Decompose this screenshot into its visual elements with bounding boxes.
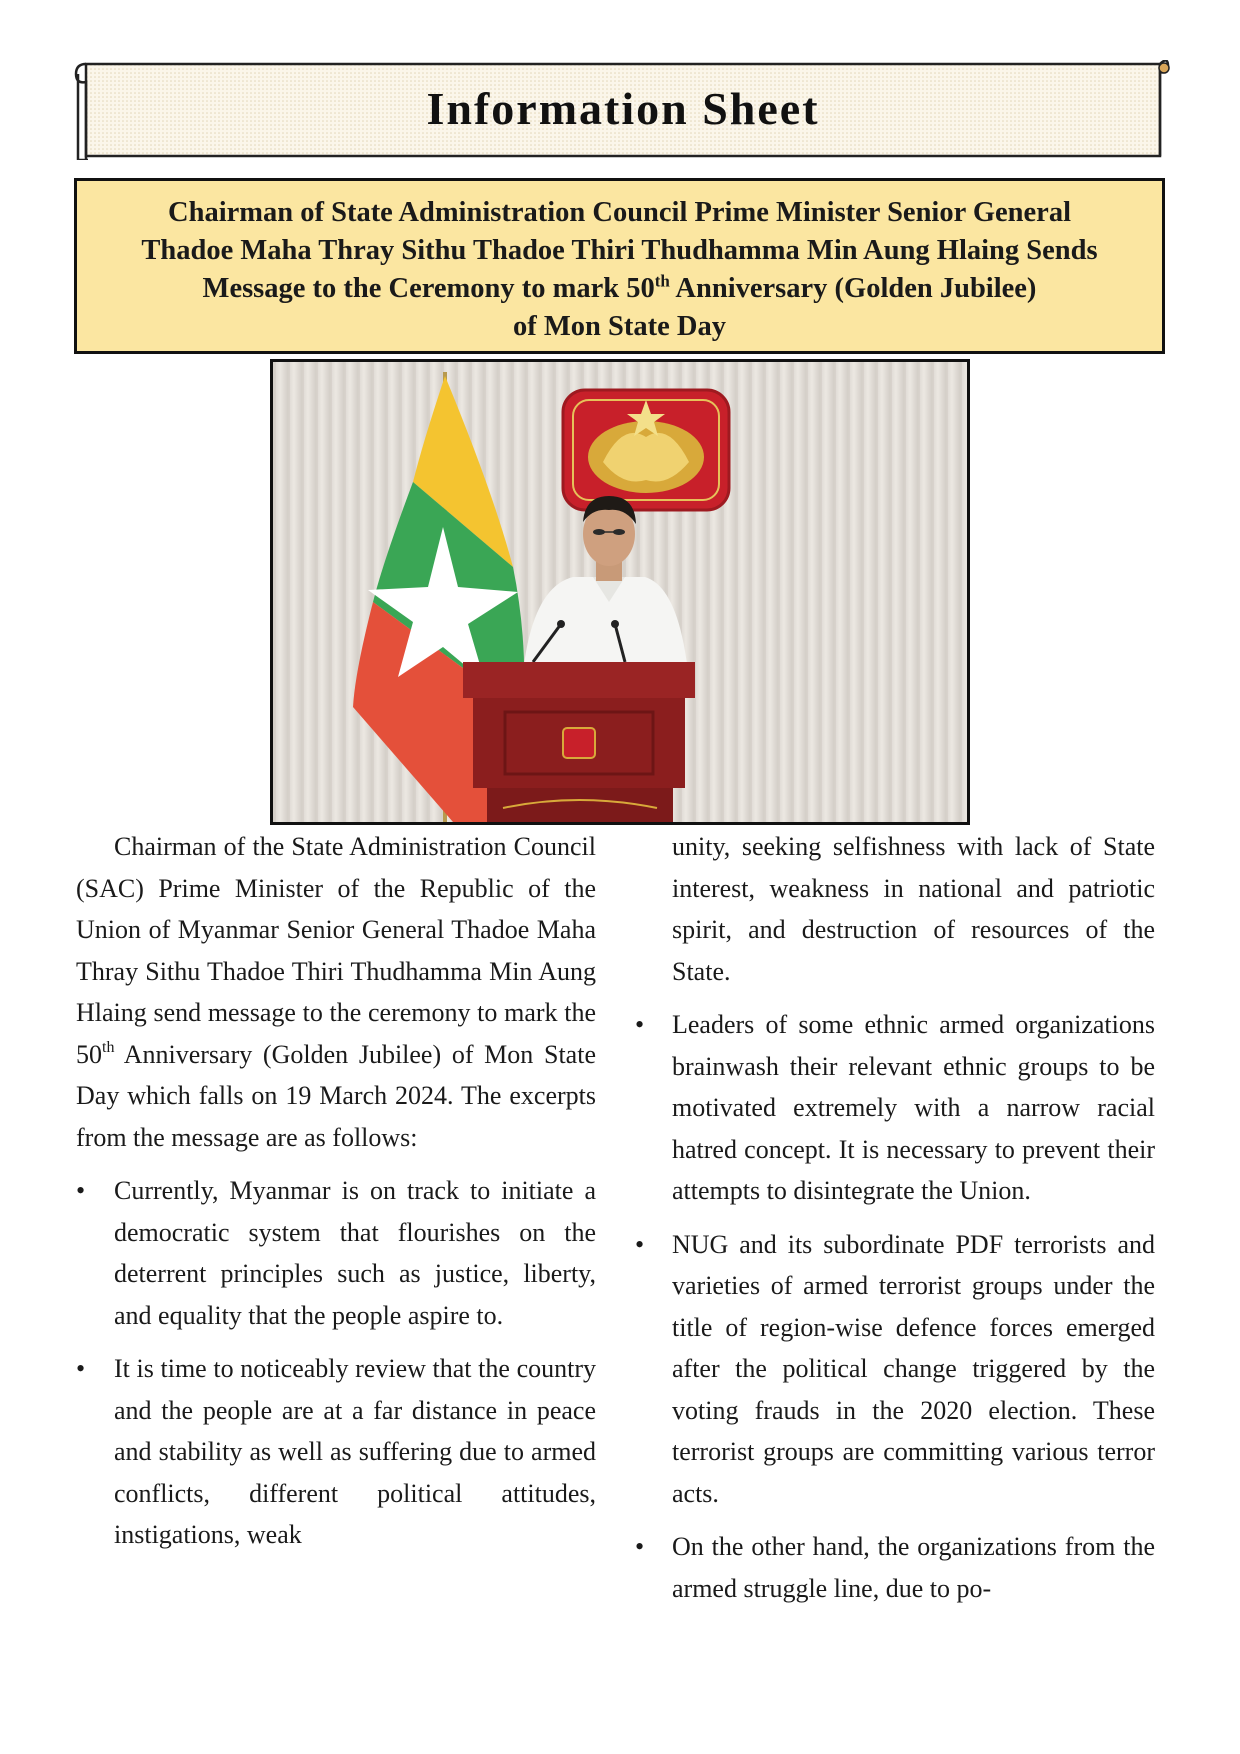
headline-line-2: Thadoe Maha Thray Sithu Thadoe Thiri Thudhamma Min Aung Hlaing Sends [141,235,1098,266]
headline-line-3: Message to the Ceremony to mark 50th Anniversary (Golden Jubilee) [202,271,1037,304]
title-banner [74,60,1172,160]
headline-box [74,178,1165,354]
right-column [635,826,1155,1609]
list-item: • Leaders of some ethnic armed organizations brainwash their relevant ethnic groups to be motivated extremely with a narrow racial hatred concept. It is necessary to prevent their attempts to disintegrate the Union. [635,1004,1155,1212]
list-item: • Currently, Myanmar is on track to initiate a democratic system that flourishes on the deterrent principles such as justice, liberty, and equality that the people aspire to. [76,1170,596,1336]
left-bullet-list [76,1170,596,1556]
right-bullet-list [635,1004,1155,1609]
page-title: Information Sheet [426,83,820,134]
left-column [76,826,596,1556]
emblem-graphic [563,390,729,510]
continued-paragraph: unity, seeking selfishness with lack of State interest, weakness in national and patriotic spirit, and destruction of resources of the State. [672,832,1155,986]
podium-graphic [463,662,695,822]
headline-line-4: of Mon State Day [513,311,726,342]
list-item: • It is time to noticeably review that the country and the people are at a far distance in peace and stability as well as suffering due to armed conflicts, different political attitudes, instigations, weak [76,1348,596,1556]
headline-line-1: Chairman of State Administration Council Prime Minister Senior General [168,197,1071,228]
list-item: • On the other hand, the organizations from the armed struggle line, due to po- [635,1526,1155,1609]
intro-paragraph: Chairman of the State Administration Council (SAC) Prime Minister of the Republic of the Union of Myanmar Senior General Thadoe Maha Thray Sithu Thadoe Thiri Thudhamma Min Aung Hlaing send message to the ceremony to mark the 50th Anniversary (Golden Jubilee) of Mon State Day which falls on 19 March 2024. The excerpts from the message are as follows: [76,832,596,1152]
list-item: • NUG and its subordinate PDF terrorists and varieties of armed terrorist groups under the title of region-wise defence forces emerged after the political change triggered by the voting frauds in the 2020 election. These terrorist groups are committing various terror acts. [635,1224,1155,1515]
news-photo [270,359,970,825]
